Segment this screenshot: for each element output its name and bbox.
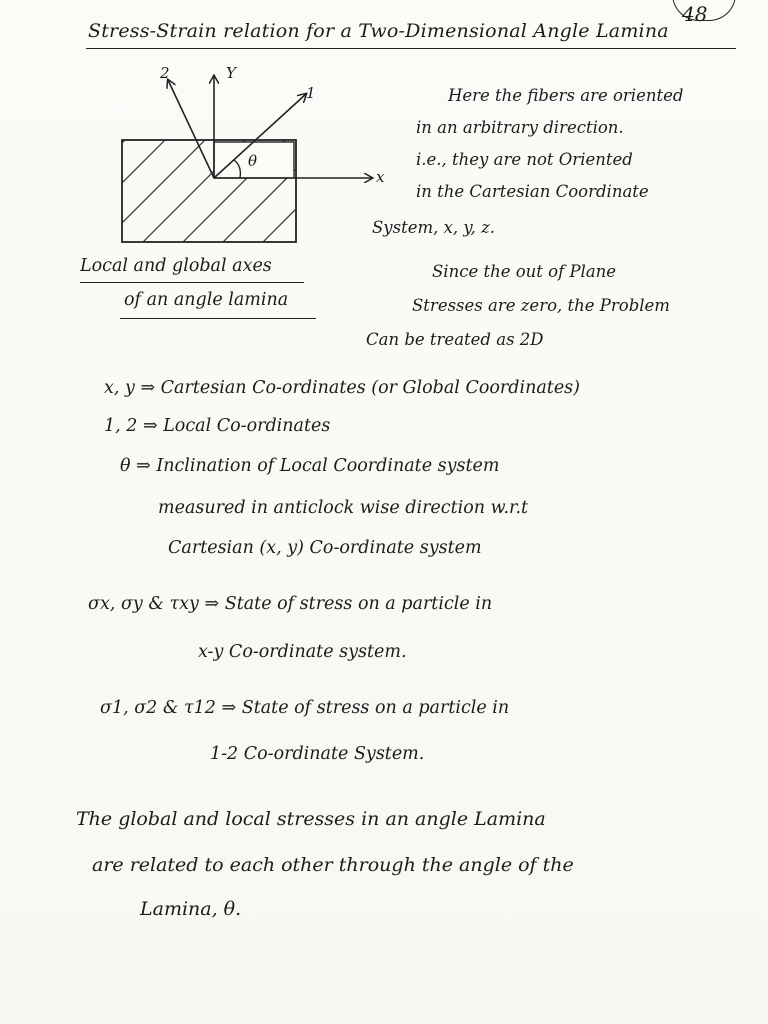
- local-stress-2: 1-2 Co-ordinate System.: [210, 744, 425, 764]
- right-text-line: in an arbitrary direction.: [416, 118, 624, 137]
- axis-x-label: x: [376, 168, 385, 186]
- axis-2-line: [168, 80, 214, 178]
- right-text-line: Here the fibers are oriented: [448, 86, 684, 105]
- caption-underline-2: [120, 318, 316, 319]
- conclusion-line2: are related to each other through the angle of the: [92, 854, 574, 876]
- definition-local: 1, 2 ⇒ Local Co-ordinates: [104, 416, 331, 436]
- conclusion-line3: Lamina, θ.: [140, 898, 242, 920]
- figure-caption-line2: of an angle lamina: [124, 290, 289, 310]
- right-text-line: in the Cartesian Coordinate: [416, 182, 649, 201]
- axis-1-label: 1: [306, 84, 316, 102]
- right-text-line: System, x, y, z.: [372, 218, 495, 237]
- right-text-line: Stresses are zero, the Problem: [412, 296, 670, 315]
- caption-underline-1: [80, 282, 304, 283]
- figure-caption-line1: Local and global axes: [80, 256, 272, 276]
- page-title: Stress-Strain relation for a Two-Dimensional Angle Lamina: [88, 20, 669, 42]
- definition-xy: x, y ⇒ Cartesian Co-ordinates (or Global Coordinates): [104, 378, 580, 398]
- definition-theta-2: measured in anticlock wise direction w.r.t: [158, 498, 529, 518]
- right-text-line: i.e., they are not Oriented: [416, 150, 633, 169]
- right-text-line: Can be treated as 2D: [366, 330, 544, 349]
- axis-y-label: Y: [226, 64, 236, 82]
- definition-theta-3: Cartesian (x, y) Co-ordinate system: [168, 538, 482, 558]
- right-text-line: Since the out of Plane: [432, 262, 617, 281]
- theta-label: θ: [248, 152, 258, 170]
- global-stress-2: x-y Co-ordinate system.: [198, 642, 407, 662]
- definition-theta-1: θ ⇒ Inclination of Local Coordinate system: [120, 456, 500, 476]
- page-number: 48: [682, 2, 708, 26]
- axis-2-label: 2: [160, 64, 170, 82]
- global-stress-1: σx, σy & τxy ⇒ State of stress on a particle in: [88, 594, 493, 614]
- local-stress-1: σ1, σ2 & τ12 ⇒ State of stress on a particle in: [100, 698, 510, 718]
- conclusion-line1: The global and local stresses in an angle Lamina: [76, 808, 546, 830]
